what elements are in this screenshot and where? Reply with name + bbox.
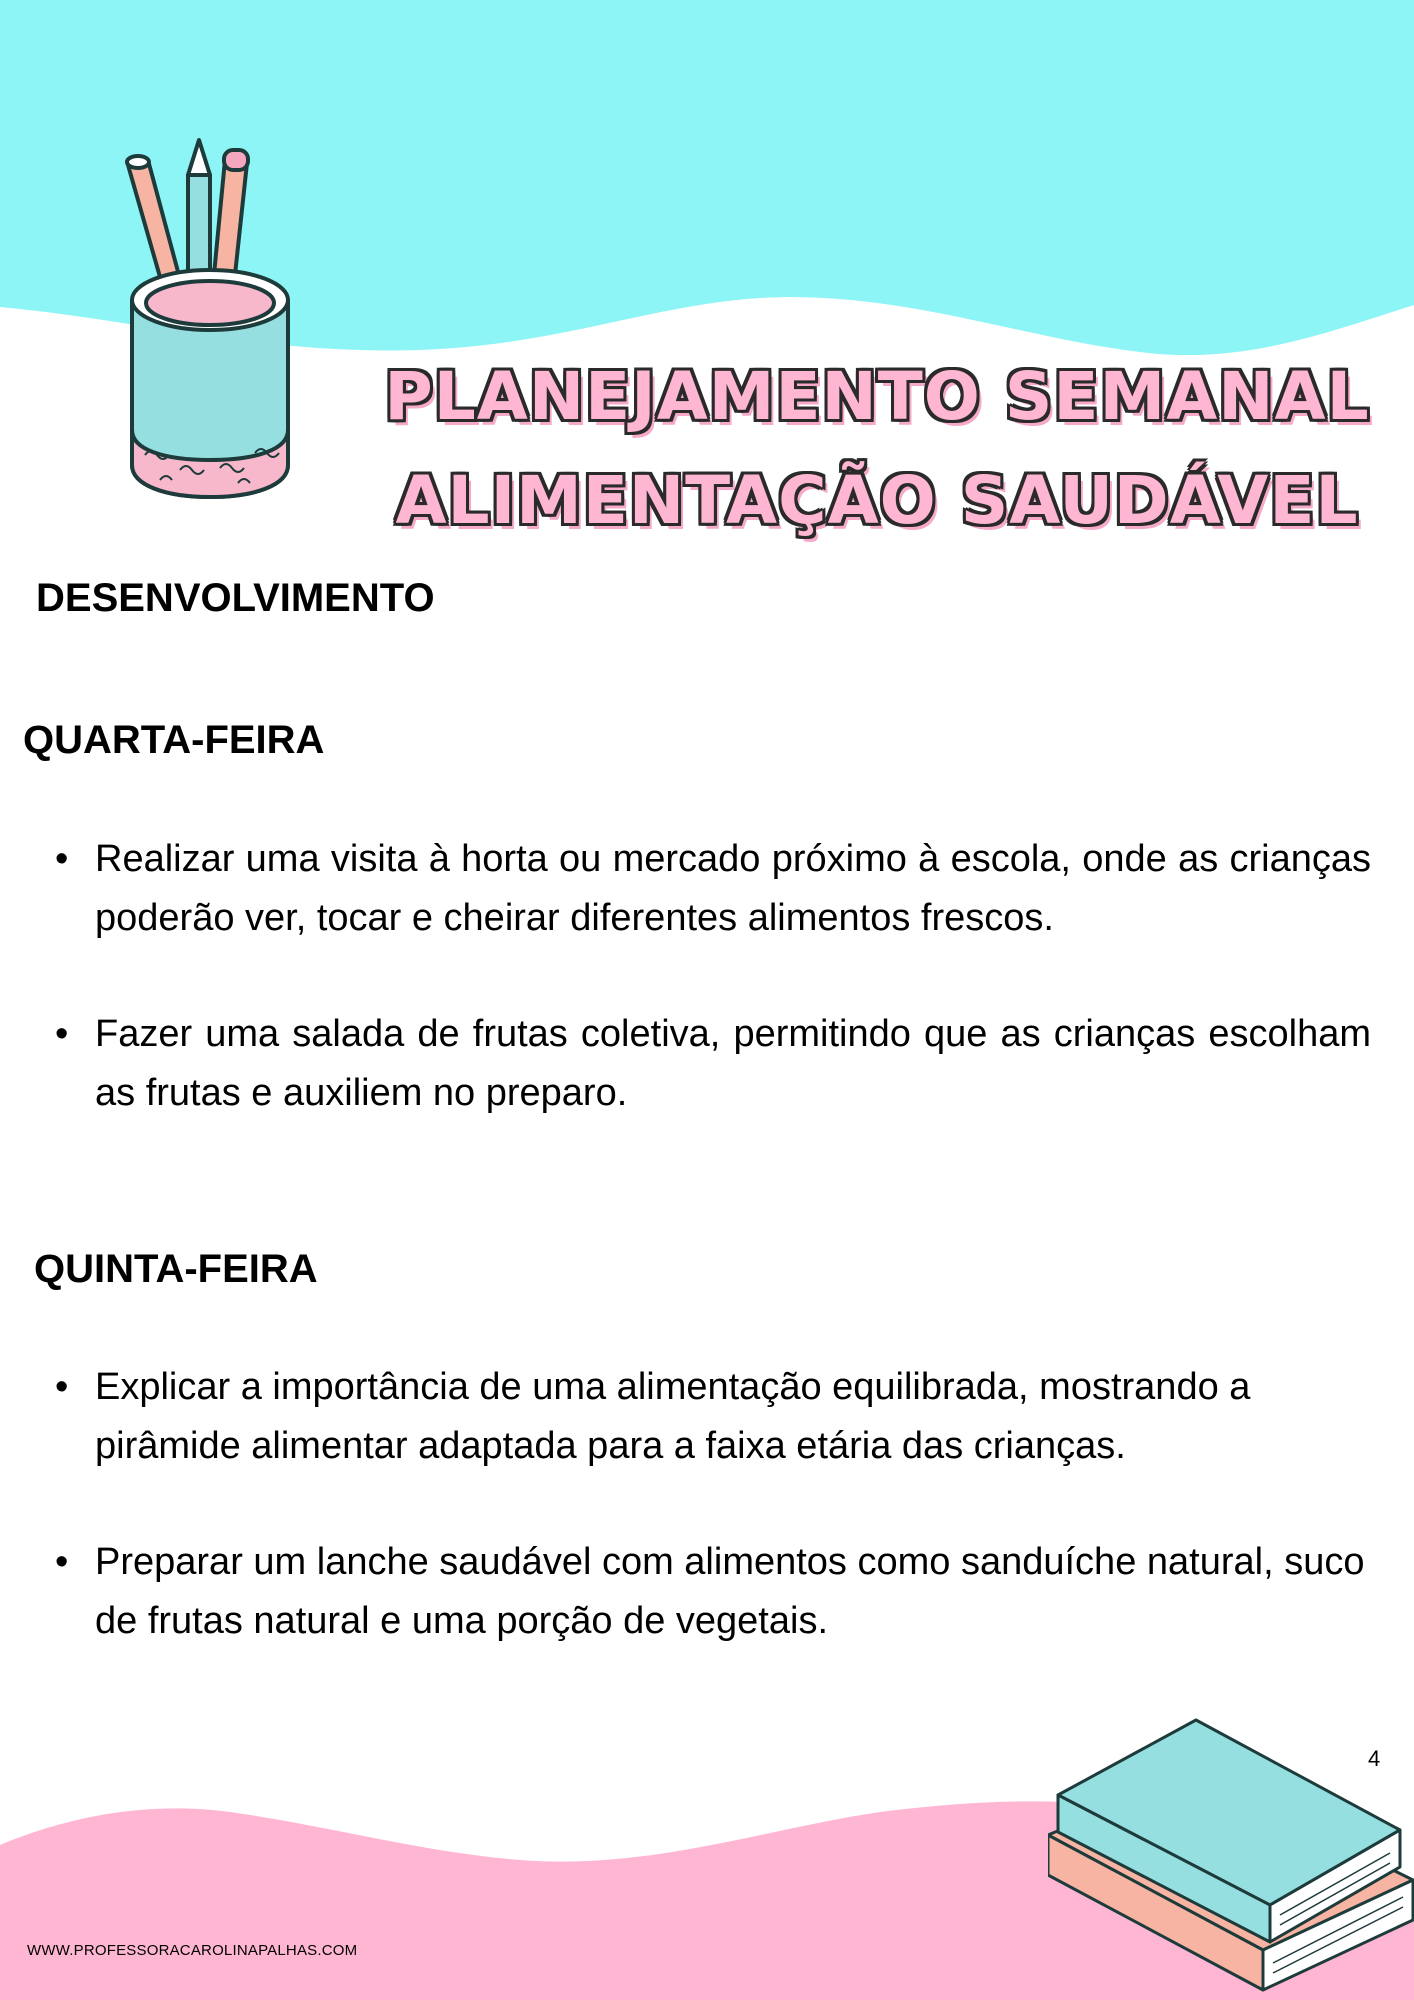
thursday-activity-list [0,1358,1414,1651]
title-line-1: PLANEJAMENTO SEMANAL [384,358,1370,435]
page-number: 4 [1368,1746,1381,1771]
section-heading: DESENVOLVIMENTO [36,576,435,620]
website-url: WWW.PROFESSORACAROLINAPALHAS.COM [27,1942,358,1959]
list-item: • Fazer uma salada de frutas coletiva, permitindo que as crianças escolham as frutas e auxiliem no preparo. [95,1005,1371,1123]
title-line-2: ALIMENTAÇÃO SAUDÁVEL [395,462,1359,539]
list-item: • Realizar uma visita à horta ou mercado próximo à escola, onde as crianças poderão ver, tocar e cheirar diferentes alimentos frescos. [95,830,1371,948]
list-item: • Explicar a importância de uma alimentação equilibrada, mostrando a pirâmide alimentar adaptada para a faixa etária das crianças. [95,1358,1371,1476]
wednesday-activity-list [0,830,1414,1123]
books-stack-illustration [1048,1715,1414,2000]
day-heading-thursday: QUINTA-FEIRA [34,1247,318,1291]
day-heading-wednesday: QUARTA-FEIRA [23,718,325,762]
list-item: • Preparar um lanche saudável com alimentos como sanduíche natural, suco de frutas natural e uma porção de vegetais. [95,1533,1371,1651]
pencil-cup-illustration [120,135,300,525]
